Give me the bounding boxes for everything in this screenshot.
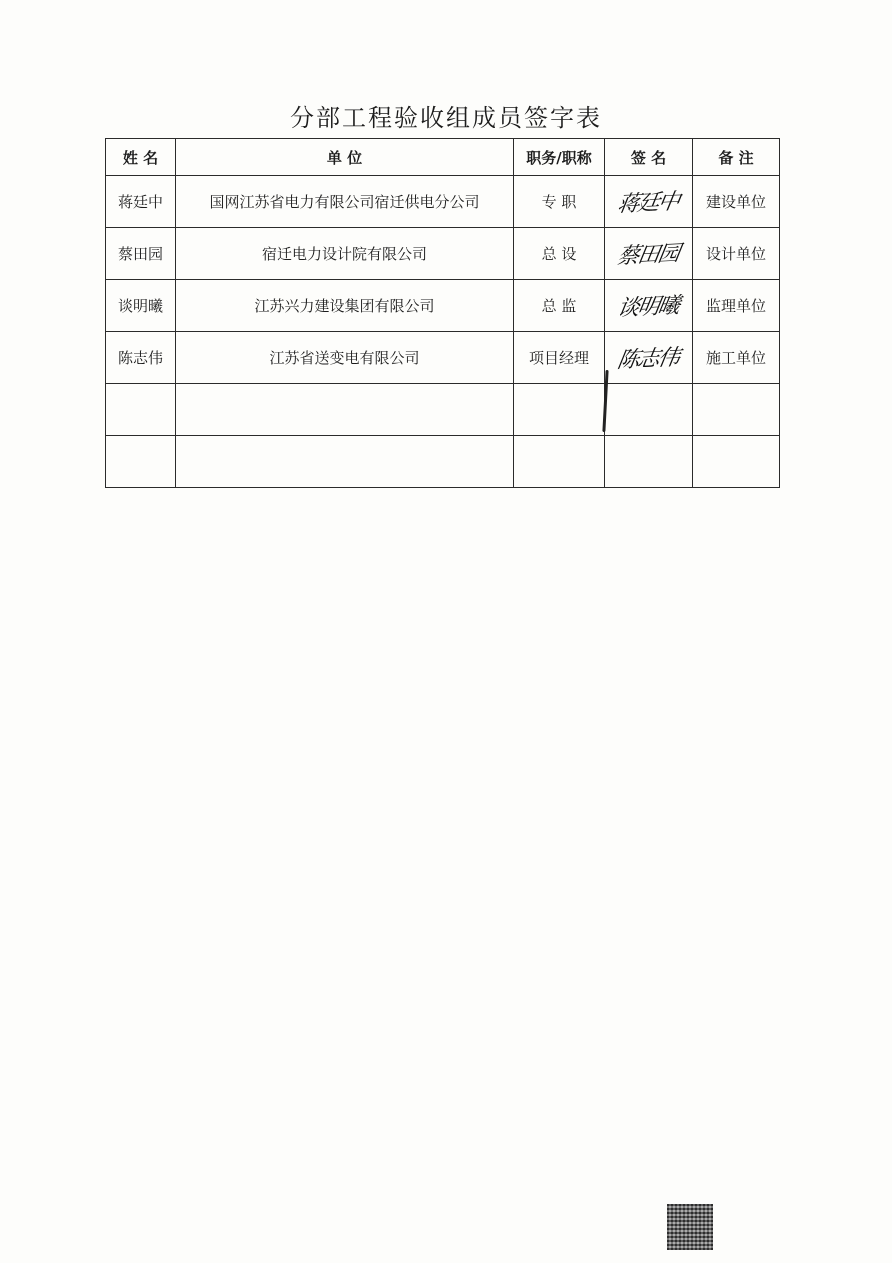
cell-signature	[605, 228, 693, 280]
cell-unit: 宿迁电力设计院有限公司	[176, 228, 514, 280]
cell-signature	[605, 384, 693, 436]
cell-position: 总 监	[514, 280, 605, 332]
cell-position: 项目经理	[514, 332, 605, 384]
cell-name: 谈明曦	[106, 280, 176, 332]
handwritten-signature: 陈志伟	[615, 345, 681, 374]
cell-unit: 江苏省送变电有限公司	[176, 332, 514, 384]
cell-position	[514, 384, 605, 436]
cell-signature	[605, 176, 693, 228]
handwritten-signature: 谈明曦	[615, 293, 681, 322]
handwritten-signature: 蔡田园	[615, 241, 681, 270]
cell-signature	[605, 436, 693, 488]
header-remark: 备 注	[693, 139, 780, 176]
cell-name: 蒋廷中	[106, 176, 176, 228]
header-unit: 单 位	[176, 139, 514, 176]
table-row-empty	[106, 436, 780, 488]
document-title: 分部工程验收组成员签字表	[290, 104, 602, 132]
cell-unit: 国网江苏省电力有限公司宿迁供电分公司	[176, 176, 514, 228]
cell-position: 总 设	[514, 228, 605, 280]
cell-remark: 监理单位	[693, 280, 780, 332]
header-signature: 签 名	[605, 139, 693, 176]
cell-name: 蔡田园	[106, 228, 176, 280]
cell-unit: 江苏兴力建设集团有限公司	[176, 280, 514, 332]
table-row	[106, 332, 780, 384]
cell-name: 陈志伟	[106, 332, 176, 384]
table-row	[106, 176, 780, 228]
cell-signature	[605, 280, 693, 332]
cell-unit	[176, 384, 514, 436]
signature-table	[105, 138, 780, 488]
cell-remark: 施工单位	[693, 332, 780, 384]
table-row	[106, 228, 780, 280]
handwritten-signature: 蒋廷中	[615, 189, 681, 218]
table-row	[106, 280, 780, 332]
qr-code-stamp	[667, 1204, 713, 1250]
cell-remark: 建设单位	[693, 176, 780, 228]
cell-remark	[693, 436, 780, 488]
cell-name	[106, 436, 176, 488]
cell-position	[514, 436, 605, 488]
header-name: 姓 名	[106, 139, 176, 176]
cell-remark: 设计单位	[693, 228, 780, 280]
cell-remark	[693, 384, 780, 436]
cell-position: 专 职	[514, 176, 605, 228]
table-header-row	[106, 139, 780, 176]
cell-unit	[176, 436, 514, 488]
cell-signature	[605, 332, 693, 384]
header-position: 职务/职称	[514, 139, 605, 176]
cell-name	[106, 384, 176, 436]
table-row-empty	[106, 384, 780, 436]
